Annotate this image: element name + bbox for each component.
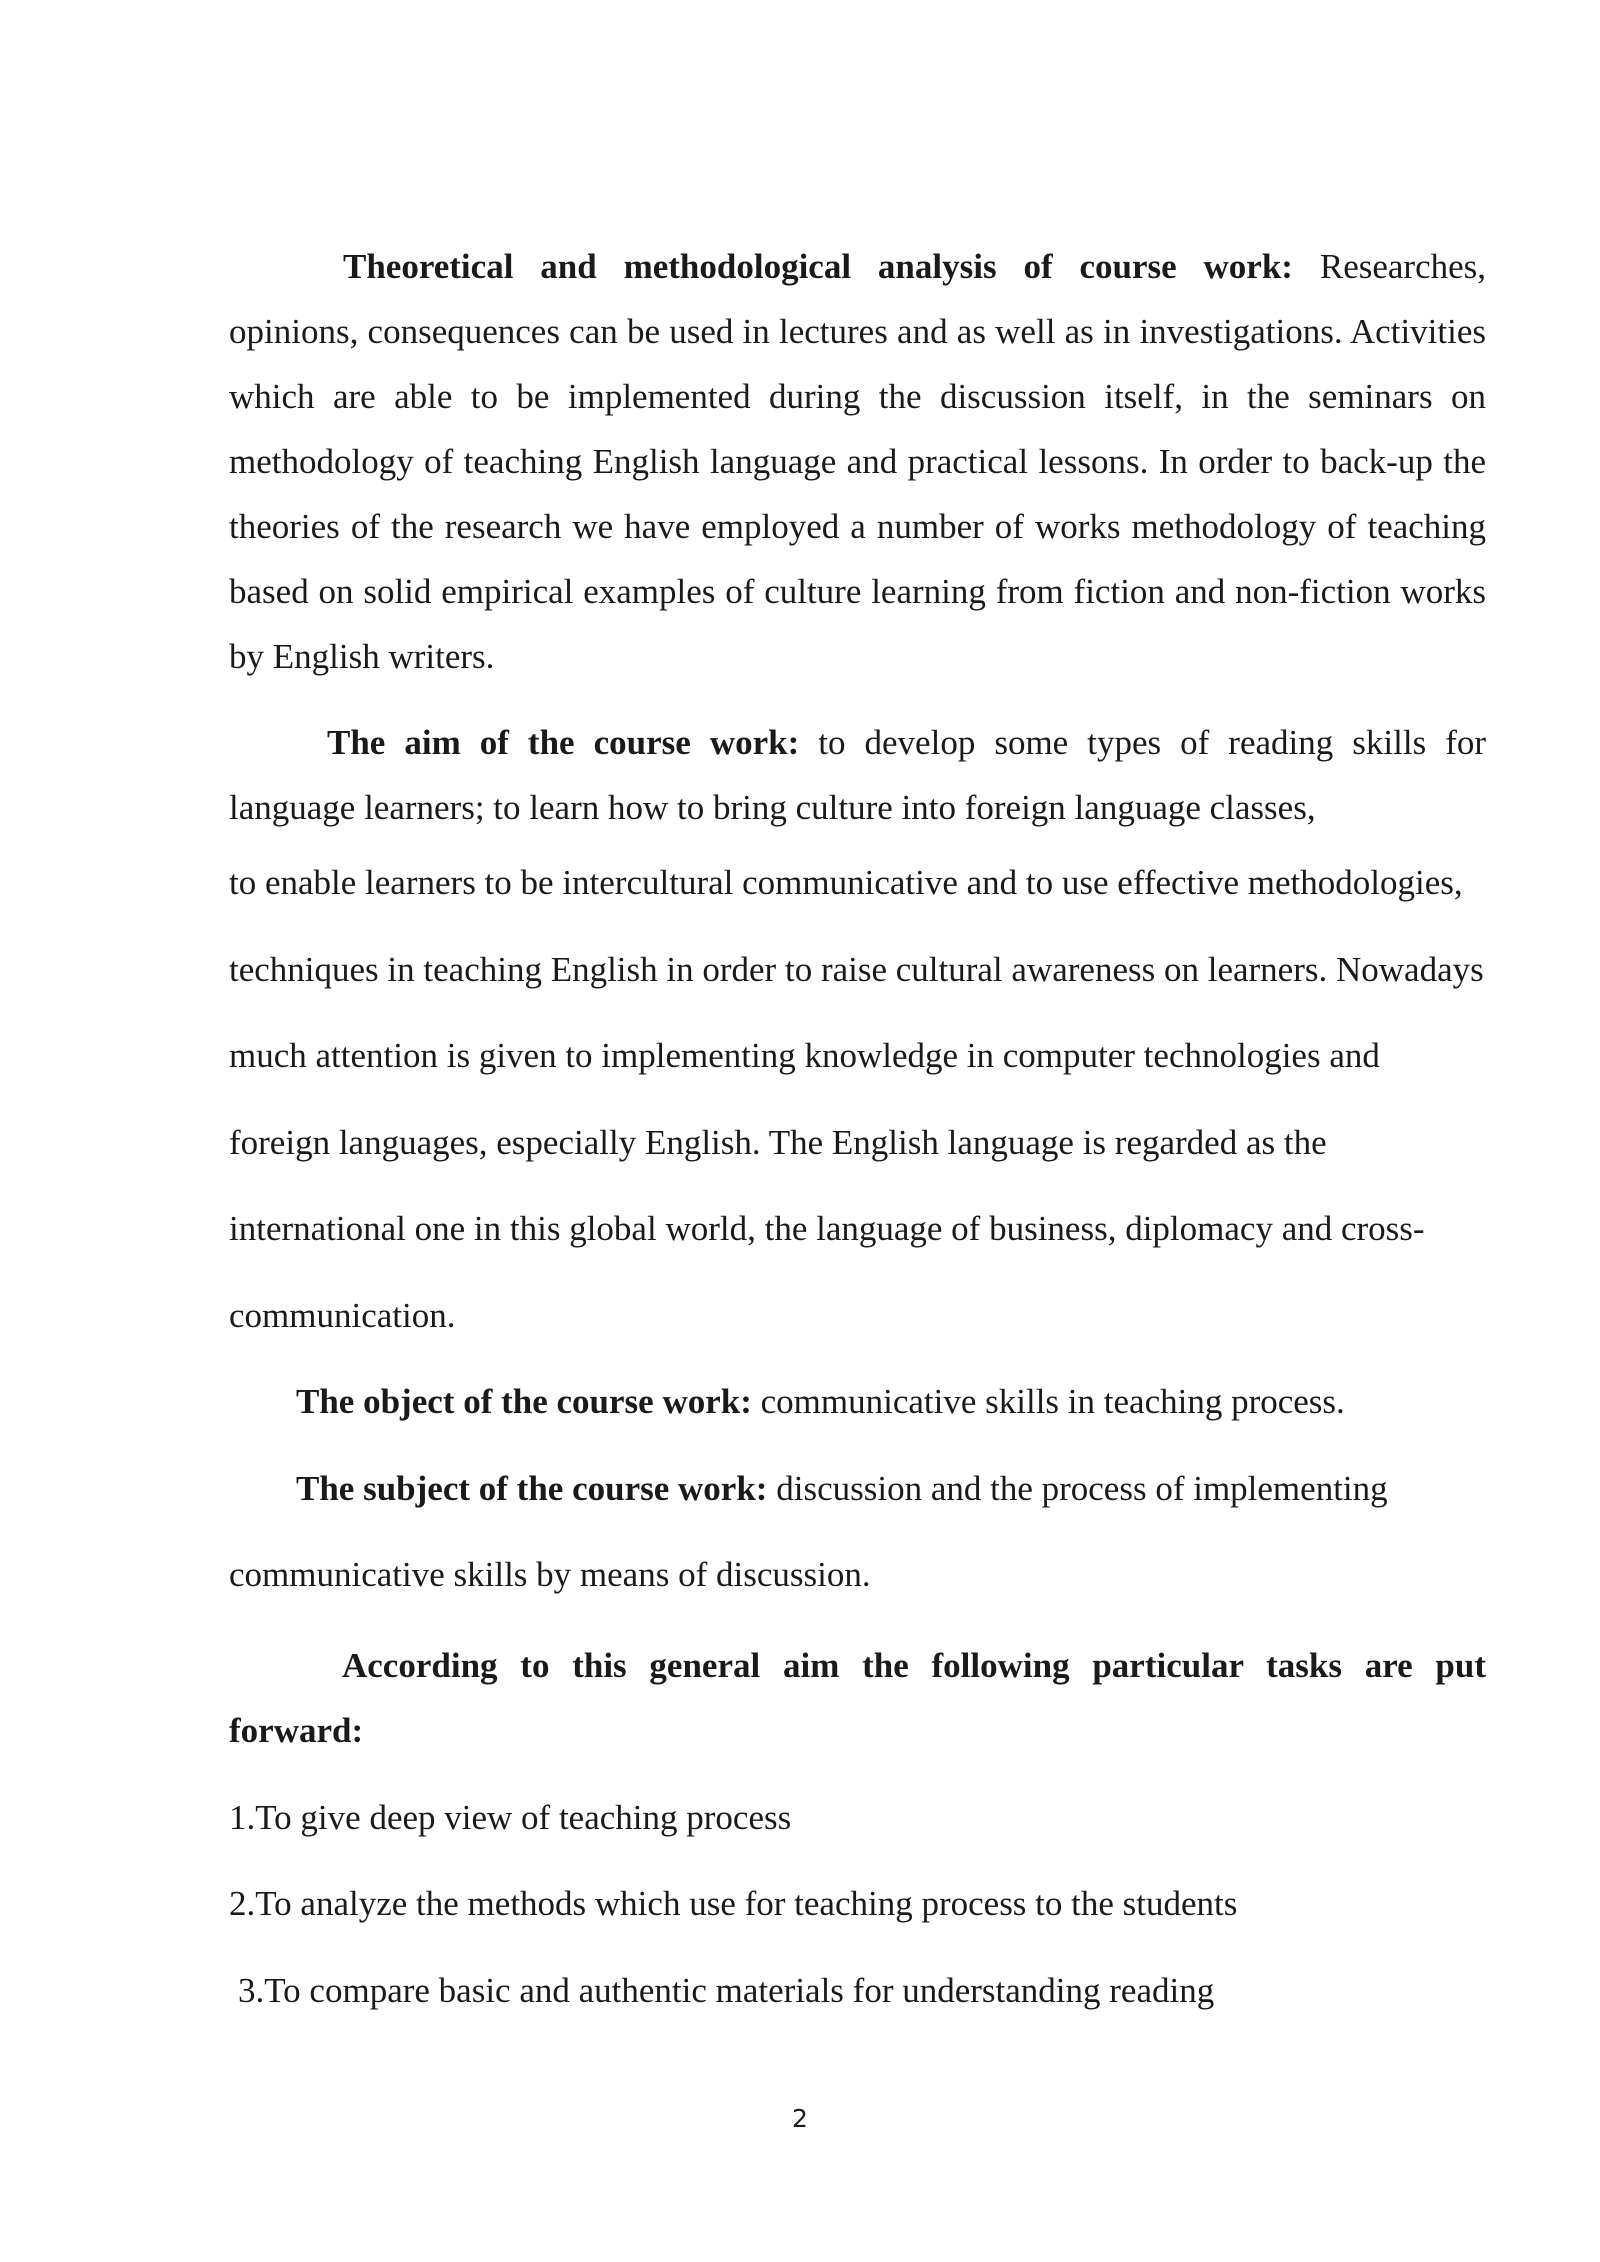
page-body [229,234,1486,2034]
tasks-heading: According to this general aim the following particular tasks are put forward: [229,1645,1486,1750]
object-heading: The object of the course work: [296,1382,752,1421]
subject-paragraph [229,1446,1486,1619]
theoretical-analysis-text: Researches, opinions, consequences can be used in lectures and as well as in investigations. Activities which are able to be implemented during the discussion itself, in the seminars on methodology of teaching English language and practical lessons. In order to back-up the theories of the research we have employed a number of works methodology of teaching based on solid empirical examples of culture learning from fiction and non-fiction works by English writers. [229,247,1487,676]
task-item-2: 2.To analyze the methods which use for teaching process to the students [229,1884,1238,1923]
task-item-1: 1.To give deep view of teaching process [229,1797,792,1837]
aim-paragraph [229,710,1486,840]
task-item-3: 3.To compare basic and authentic materials for understanding reading [238,1970,1215,2010]
aim-continuation-text: to enable learners to be intercultural communicative and to use effective methodologies, techniques in teaching English in order to raise cultural awareness on learners. Nowadays much attention is given to implementing knowledge in computer technologies and foreign languages, especially English. The English language is regarded as the international one in this global world, the language of business, diplomacy and cross-communication. [229,863,1484,1335]
object-paragraph [229,1359,1486,1446]
subject-text: discussion and the process of implementing communicative skills by means of discussion. [229,1468,1388,1594]
aim-heading: The aim of the course work: [327,723,800,762]
aim-continuation-paragraph [229,840,1486,1359]
page-number: 2 [792,2104,808,2133]
aim-text: to develop some types of reading skills for language learners; to learn how to bring culture into foreign language classes, [229,723,1487,827]
object-text: communicative skills in teaching process. [760,1382,1345,1421]
tasks-heading-paragraph [229,1633,1486,1763]
subject-heading: The subject of the course work: [296,1468,768,1508]
theoretical-analysis-paragraph [229,234,1486,689]
theoretical-analysis-heading: Theoretical and methodological analysis of course work: [343,247,1293,286]
